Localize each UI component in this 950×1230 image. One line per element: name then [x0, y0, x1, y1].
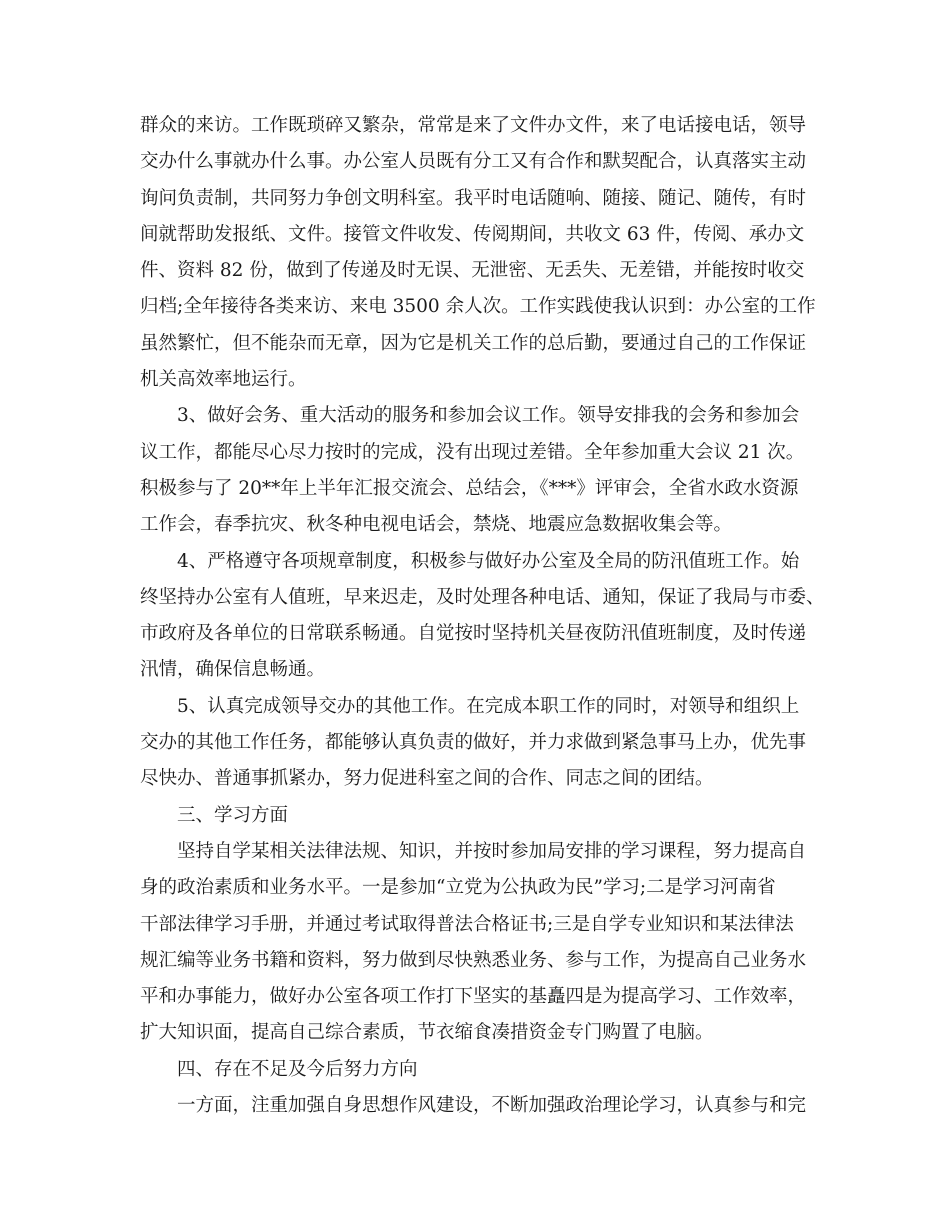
paragraph	[140, 834, 840, 1052]
text-line: 尽快办、普通事抓紧办，努力促进科室之间的合作、同志之间的团结。	[140, 768, 714, 790]
text-line: 工作会，春季抗灾、秋冬种电视电话会，禁烧、地震应急数据收集会等。	[140, 514, 733, 536]
text-line: 规汇编等业务书籍和资料，努力做到尽快熟悉业务、参与工作，为提高自己业务水	[140, 949, 807, 971]
text-line: 身的政治素质和业务水平。一是参加“立党为公执政为民”学习;二是学习河南省	[140, 877, 776, 899]
text-line: 群众的来访。工作既琐碎又繁杂，常常是来了文件办文件，来了电话接电话，领导	[140, 115, 807, 136]
section-heading	[140, 1052, 840, 1088]
text-line: 虽然繁忙，但不能杂而无章，因为它是机关工作的总后勤，要通过自己的工作保证	[140, 332, 807, 354]
text-line: 一方面，注重加强自身思想作风建设，不断加强政治理论学习，认真参与和完	[177, 1095, 807, 1117]
text-line: 交办什么事就办什么事。办公室人员既有分工又有合作和默契配合，认真落实主动	[140, 151, 807, 173]
text-line: 四、存在不足及今后努力方向	[177, 1058, 418, 1080]
text-line: 间就帮助发报纸、文件。接管文件收发、传阅期间，共收文 63 件，传阅、承办文	[140, 223, 805, 245]
text-line: 坚持自学某相关法律法规、知识，并按时参加局安排的学习课程，努力提高自	[177, 840, 807, 862]
text-line: 5、认真完成领导交办的其他工作。在完成本职工作的同时，对领导和组织上	[177, 695, 800, 717]
document-body	[140, 108, 840, 1124]
text-line: 汛情，确保信息畅通。	[140, 659, 326, 681]
paragraph	[140, 689, 840, 798]
paragraph	[140, 1088, 840, 1124]
paragraph	[140, 108, 840, 398]
text-line: 询问负责制，共同努力争创文明科室。我平时电话随响、随接、随记、随传，有时	[140, 187, 807, 209]
text-line: 扩大知识面，提高自己综合素质，节衣缩食凑措资金专门购置了电脑。	[140, 1022, 714, 1044]
paragraph	[140, 544, 840, 689]
text-line: 终坚持办公室有人值班，早来迟走，及时处理各种电话、通知，保证了我局与市委、	[140, 586, 825, 608]
text-line: 三、学习方面	[177, 804, 289, 826]
text-line: 件、资料 82 份，做到了传递及时无误、无泄密、无丢失、无差错，并能按时收交	[140, 260, 805, 282]
text-line: 归档;全年接待各类来访、来电 3500 余人次。工作实践使我认识到：办公室的工作	[140, 296, 816, 318]
text-line: 3、做好会务、重大活动的服务和参加会议工作。领导安排我的会务和参加会	[177, 405, 800, 427]
text-line: 积极参与了 20**年上半年汇报交流会、总结会，《***》评审会，全省水政水资源	[140, 477, 799, 499]
section-heading	[140, 798, 840, 834]
text-line: 干部法律学习手册，并通过考试取得普法合格证书;三是自学专业知识和某法律法	[140, 913, 794, 935]
paragraph	[140, 398, 840, 543]
text-line: 平和办事能力，做好办公室各项工作打下坚实的基矗四是为提高学习、工作效率，	[140, 986, 807, 1008]
text-line: 机关高效率地运行。	[140, 369, 307, 391]
text-line: 市政府及各单位的日常联系畅通。自觉按时坚持机关昼夜防汛值班制度，及时传递	[140, 623, 807, 645]
text-line: 交办的其他工作任务，都能够认真负责的做好，并力求做到紧急事马上办，优先事	[140, 732, 807, 754]
text-line: 4、严格遵守各项规章制度，积极参与做好办公室及全局的防汛值班工作。始	[177, 550, 800, 572]
text-line: 议工作，都能尽心尽力按时的完成，没有出现过差错。全年参加重大会议 21 次。	[140, 441, 805, 463]
